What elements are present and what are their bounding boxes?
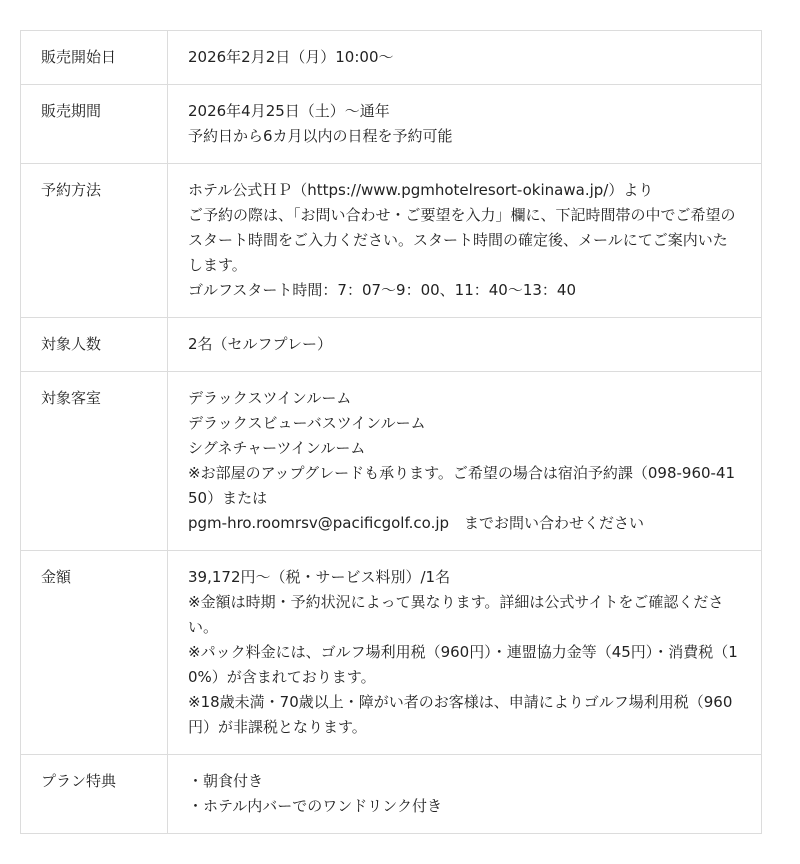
value-line: ※お部屋のアップグレードも承ります。ご希望の場合は宿泊予約課（098-960-4150）または [188, 464, 736, 507]
row-label: 対象客室 [21, 372, 168, 551]
table-row-sales-period [21, 85, 762, 164]
value-line: ※金額は時期・予約状況によって異なります。詳細は公式サイトをご確認ください。 [188, 593, 724, 636]
plan-info-table [20, 30, 762, 834]
row-label: 対象人数 [21, 318, 168, 372]
table-row-price [21, 551, 762, 755]
value-line: 2026年2月2日（月）10:00〜 [188, 48, 394, 66]
value-line: ホテル公式ＨＰ（https://www.pgmhotelresort-okinawa.jp/）より [188, 181, 654, 199]
table-row-reservation-method [21, 164, 762, 318]
row-value [168, 318, 762, 372]
row-value [168, 164, 762, 318]
table-row-room-types [21, 372, 762, 551]
value-line: ※18歳未満・70歳以上・障がい者のお客様は、申請によりゴルフ場利用税（960円）が非課税となります。 [188, 693, 733, 736]
value-line: ・朝食付き [188, 772, 264, 790]
value-line: ※パック料金には、ゴルフ場利用税（960円）・連盟協力金等（45円）・消費税（10%）が含まれております。 [188, 643, 738, 686]
row-value [168, 372, 762, 551]
table-row-guest-count [21, 318, 762, 372]
row-label: 金額 [21, 551, 168, 755]
row-label: 予約方法 [21, 164, 168, 318]
row-label: 販売期間 [21, 85, 168, 164]
row-label: プラン特典 [21, 755, 168, 834]
value-line: ・ホテル内バーでのワンドリンク付き [188, 797, 442, 815]
value-line: pgm-hro.roomrsv@pacificgolf.co.jp までお問い合わせください [188, 514, 645, 532]
value-line: デラックスツインルーム [188, 389, 352, 407]
row-label: 販売開始日 [21, 31, 168, 85]
value-line: デラックスビューバスツインルーム [188, 414, 426, 432]
value-line: 2026年4月25日（土）〜通年 [188, 102, 390, 120]
row-value [168, 85, 762, 164]
value-line: 39,172円〜（税・サービス料別）/1名 [188, 568, 451, 586]
row-value [168, 31, 762, 85]
row-value [168, 755, 762, 834]
row-value [168, 551, 762, 755]
value-line: ご予約の際は、「お問い合わせ・ご要望を入力」欄に、下記時間帯の中でご希望のスタート時間をご入力ください。スタート時間の確定後、メールにてご案内いたします。 [188, 206, 736, 274]
table-row-plan-benefits [21, 755, 762, 834]
value-line: 2名（セルフプレー） [188, 335, 332, 353]
value-line: ゴルフスタート時間：7：07〜9：00、11：40〜13：40 [188, 281, 577, 299]
value-line: シグネチャーツインルーム [188, 439, 366, 457]
table-row-sales-start [21, 31, 762, 85]
value-line: 予約日から6カ月以内の日程を予約可能 [188, 127, 453, 145]
